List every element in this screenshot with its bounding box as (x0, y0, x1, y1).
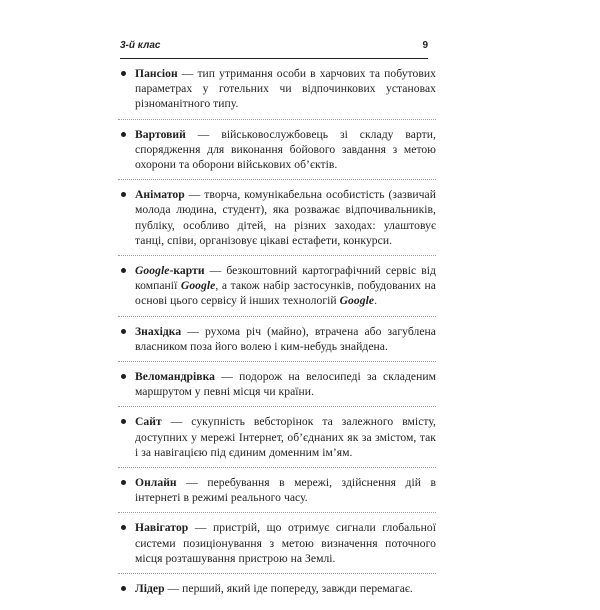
brand-name: Google (180, 279, 216, 293)
entry-term: Лідер (135, 582, 165, 596)
entry-term: Вартовий (135, 127, 186, 141)
glossary-entry-animator (118, 187, 436, 256)
glossary-entry-znakhidka (118, 324, 436, 362)
bullet-icon (121, 71, 126, 76)
entry-term-brand: Google (135, 264, 170, 278)
bullet-icon (121, 268, 126, 273)
running-head: 3-й клас (120, 40, 161, 51)
entry-definition: — військовослужбовець зі складу варти, спорядження для виконання бойового завдання з метою охорони та оборони військових об’єктів. (135, 127, 436, 172)
page-number: 9 (422, 40, 428, 51)
glossary-entry-velomandrivka (118, 369, 436, 407)
entry-definition-part: — безкоштовний картографічний сервіс від компанії (135, 264, 436, 293)
entry-definition: — подорож на велосипеді за складеним маршрутом у певні місця чи країни. (135, 370, 436, 399)
bullet-icon (121, 586, 126, 591)
entry-term: Навігатор (135, 521, 189, 535)
glossary-entry-sait (118, 414, 436, 468)
bullet-icon (121, 525, 126, 530)
glossary-entry-google-maps (118, 263, 436, 317)
glossary-list (118, 66, 436, 610)
entry-term: -карти (169, 264, 205, 278)
entry-definition: — рухома річ (майно), втрачена або загублена власником поза його волею і ким-небудь знайдена. (135, 324, 436, 353)
entry-definition: — творча, комунікабельна особистість (зазвичай молода людина, студент), яка розважає відпочивальників, публіку, особливо дітей, на різних заходах: улаштовує танці, співи, організовує цікаві естафети, конкурси. (135, 188, 436, 247)
entry-definition: — перший, який іде попереду, завжди перемагає. (164, 582, 413, 596)
bullet-icon (121, 329, 126, 334)
entry-definition: — пристрій, що отримує сигнали глобальної системи позиціонування з метою визначення поточного місця розташування пристрою на Землі. (135, 521, 436, 565)
bullet-icon (121, 374, 126, 379)
entry-definition-part: . (374, 294, 378, 308)
glossary-entry-pansion (118, 66, 436, 120)
entry-term: Онлайн (135, 476, 177, 490)
entry-term: Веломандрівка (135, 370, 215, 384)
bullet-icon (121, 132, 126, 137)
bullet-icon (121, 192, 126, 197)
glossary-entry-navihator (118, 520, 436, 574)
page-header (120, 40, 428, 59)
bullet-icon (121, 419, 126, 424)
brand-name: Google (339, 294, 375, 308)
entry-definition-part: , а також набір застосунків, побудованих на основі цього сервісу й інших технологій (135, 279, 436, 308)
glossary-entry-vartovyi (118, 127, 436, 181)
entry-term: Аніматор (135, 188, 185, 202)
bullet-icon (121, 480, 126, 485)
entry-term: Пансіон (135, 67, 178, 80)
entry-definition: — тип утримання особи в харчових та побутових параметрах у готельних чи відпочинкових установах різноманітного типу. (135, 67, 436, 111)
entry-definition: — сукупність вебсторінок та залежного вмісту, доступних у мережі Інтернет, об’єднаних як за змістом, так і за навігацією під єдиним доменним ім’ям. (135, 415, 436, 459)
entry-term: Знахідка (135, 324, 182, 338)
entry-definition: — перебування в мережі, здійснення дій в інтернеті в режимі реального часу. (135, 476, 436, 505)
entry-term: Сайт (135, 415, 162, 429)
glossary-entry-onlain (118, 475, 436, 513)
